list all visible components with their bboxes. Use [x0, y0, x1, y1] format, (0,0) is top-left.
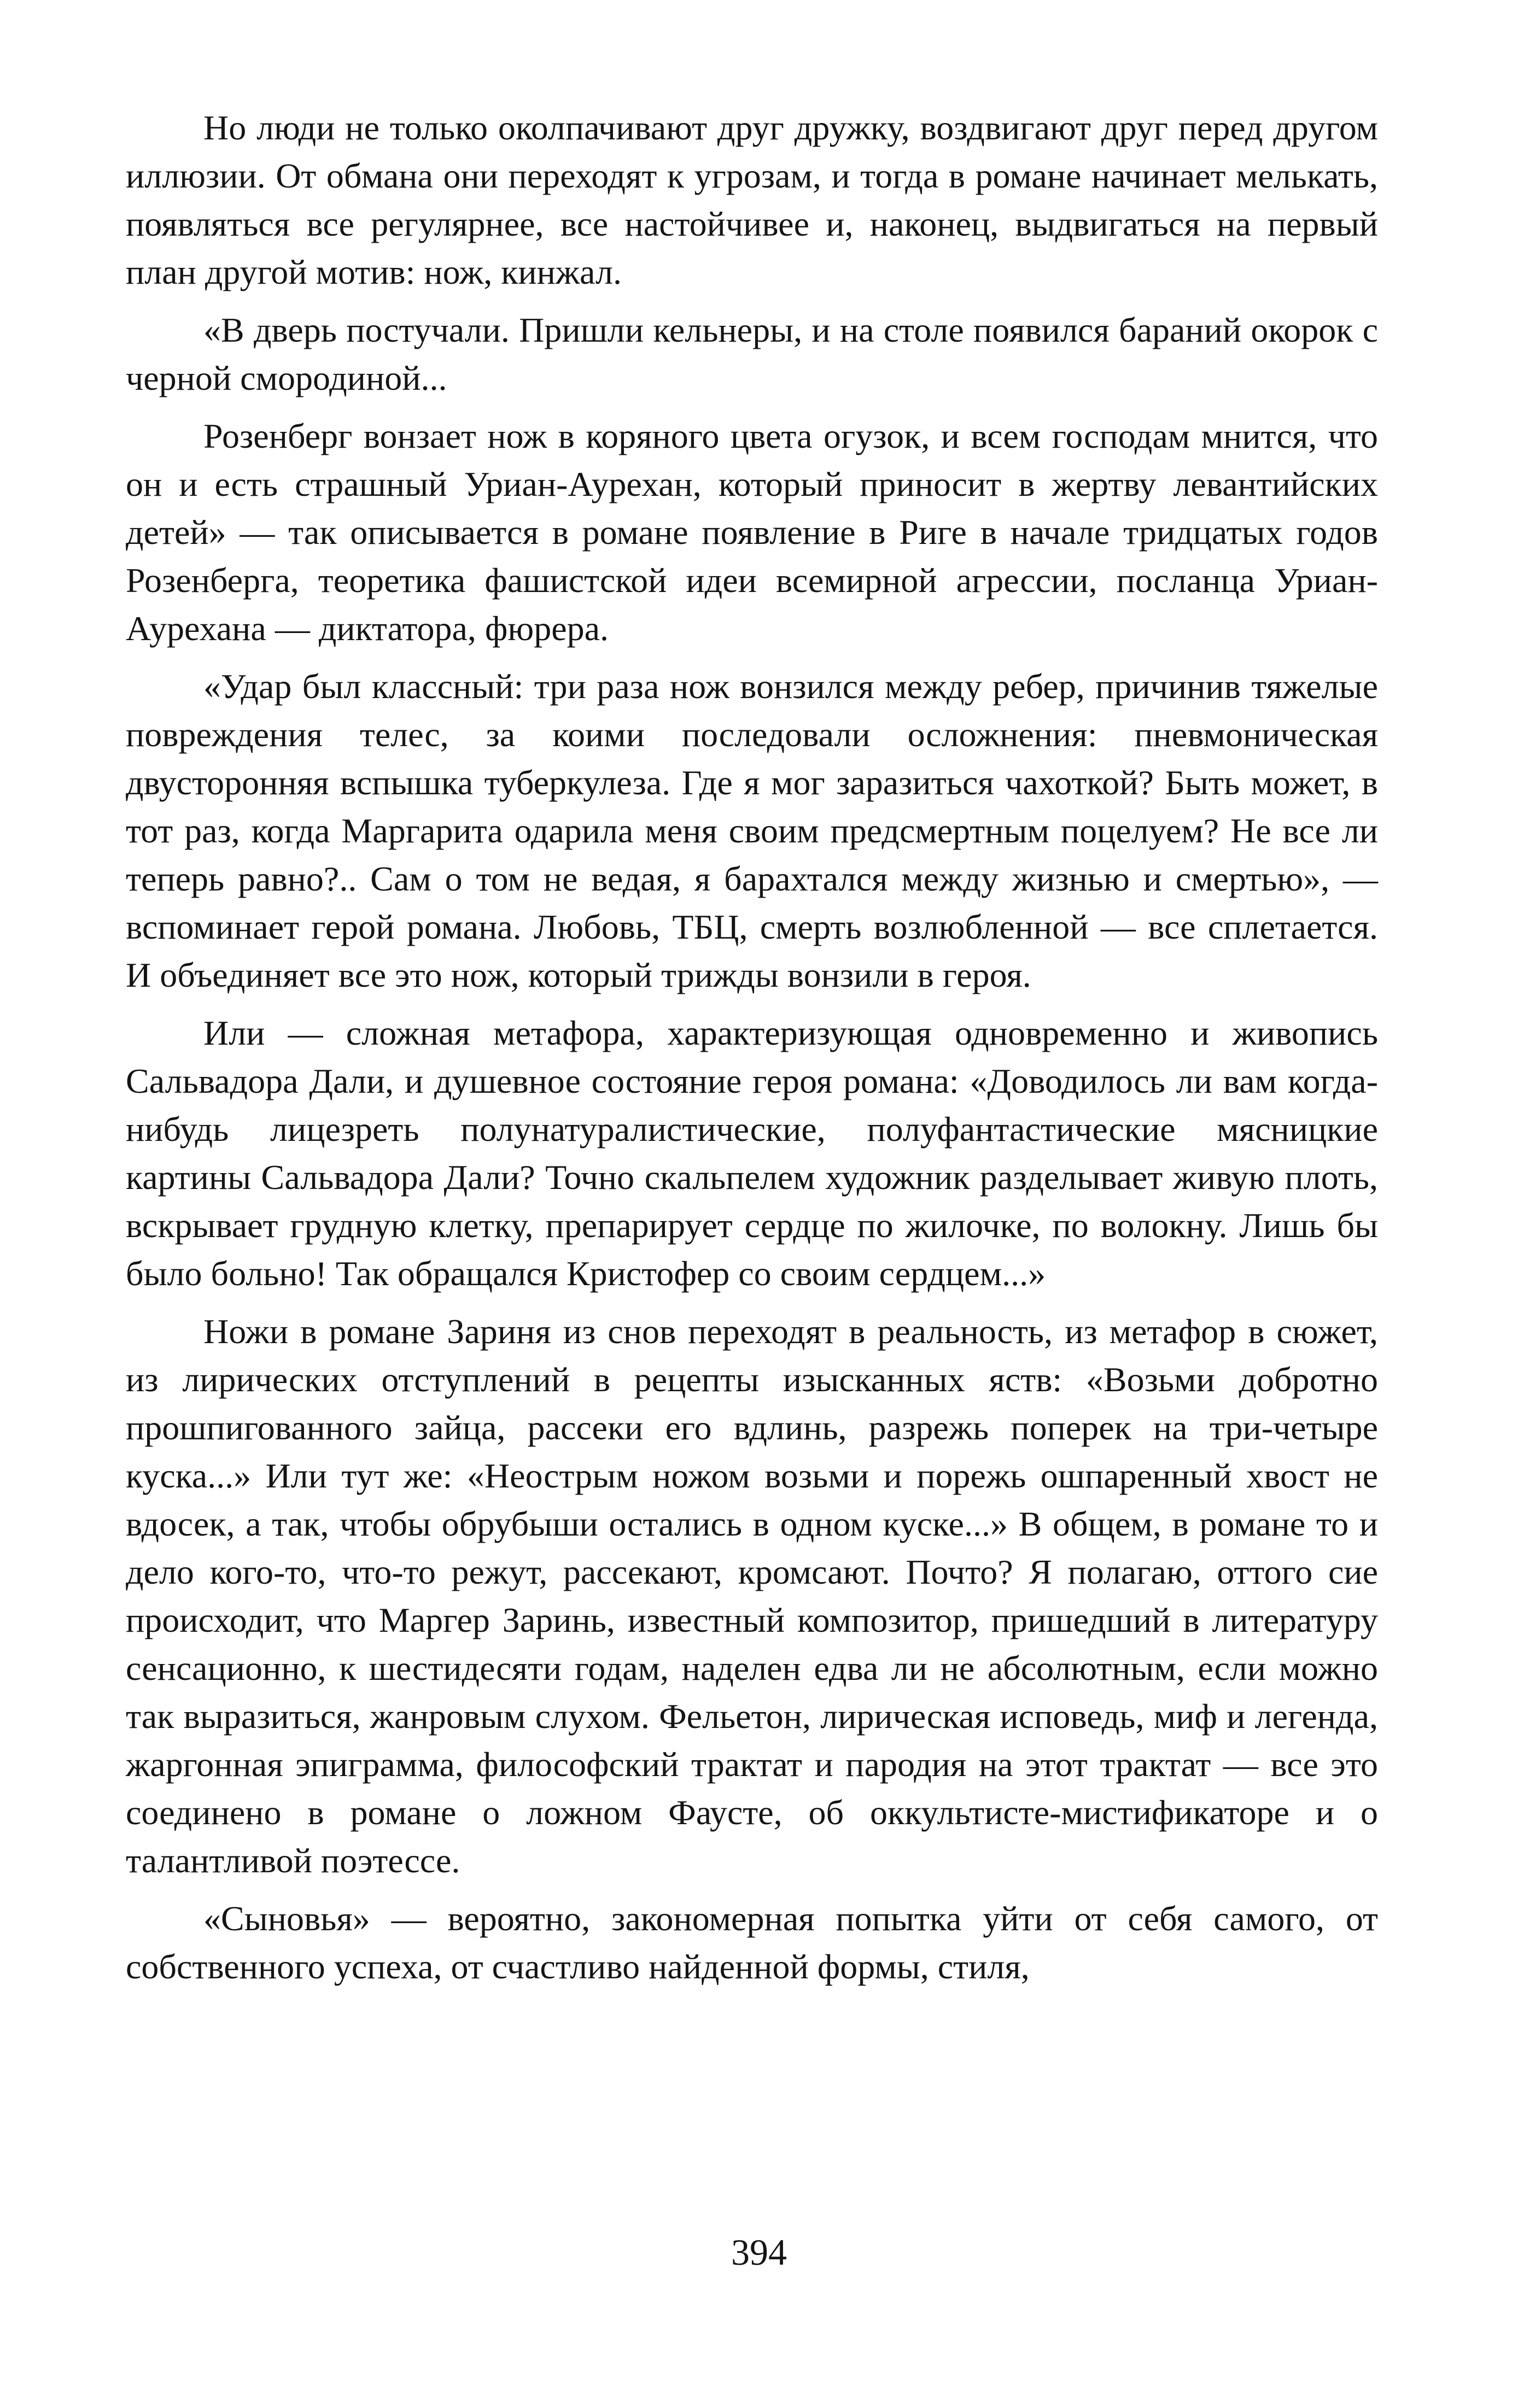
paragraph-7: «Сыновья» — вероятно, закономерная попытка уйти от себя самого, от собственного успеха, от счастливо найденной формы, стиля, [126, 1899, 1378, 1986]
paragraph-1: Но люди не только околпачивают друг дружку, воздвигают друг перед другом иллюзии. От обмана они переходят к угрозам, и тогда в романе начинает мелькать, появляться все регулярнее, все настойчивее и, наконец, выдвигаться на первый план другой мотив: нож, кинжал. [126, 108, 1378, 291]
paragraph-6: Ножи в романе Зариня из снов переходят в реальность, из метафор в сюжет, из лирических отступлений в рецепты изысканных яств: «Возьми добротно прошпигованного зайца, рассеки его вдлинь, разрежь поперек на три-четыре куска...» Или тут же: «Неострым ножом возьми и порежь ошпаренный хвост не вдосек, а так, чтобы обрубыши остались в одном куске...» В общем, в романе то и дело кого-то, что-то режут, рассекают, кромсают. Почто? Я полагаю, оттого сие происходит, что Маргер Заринь, известный композитор, пришедший в литературу сенсационно, к шестидесяти годам, наделен едва ли не абсолютным, если можно так выразиться, жанровым слухом. Фельетон, лирическая исповедь, миф и легенда, жаргонная эпиграмма, философский трактат и пародия на этот трактат — все это соединено в романе о ложном Фаусте, об оккультисте-мистификаторе и о талантливой поэтессе. [126, 1312, 1378, 1880]
page-number: 394 [731, 2231, 787, 2273]
paragraph-2: «В дверь постучали. Пришли кельнеры, и на столе появился бараний окорок с черной смородиной... [126, 310, 1378, 397]
paragraph-4: «Удар был классный: три раза нож вонзился между ребер, причинив тяжелые повреждения телес, за коими последовали осложнения: пневмоническая двусторонняя вспышка туберкулеза. Где я мог заразиться чахоткой? Быть может, в тот раз, когда Маргарита одарила меня своим предсмертным поцелуем? Не все ли теперь равно?.. Сам о том не ведая, я барахтался между жизнью и смертью», — вспоминает герой романа. Любовь, ТБЦ, смерть возлюбленной — все сплетается. И объединяет все это нож, который трижды вонзили в героя. [126, 667, 1378, 994]
paragraph-3: Розенберг вонзает нож в коряного цвета огузок, и всем господам мнится, что он и есть страшный Уриан-Аурехан, который приносит в жертву левантийских детей» — так описывается в романе появление в Риге в начале тридцатых годов Розенберга, теоретика фашистской идеи всемирной агрессии, посланца Уриан-Аурехана — диктатора, фюрера. [126, 417, 1378, 648]
body-text [126, 104, 1378, 2001]
paragraph-5: Или — сложная метафора, характеризующая одновременно и живопись Сальвадора Дали, и душевное состояние героя романа: «Доводилось ли вам когда-нибудь лицезреть полунатуралистические, полуфантастические мясницкие картины Сальвадора Дали? Точно скальпелем художник разделывает живую плоть, вскрывает грудную клетку, препарирует сердце по жилочке, по волокну. Лишь бы было больно! Так обращался Кристофер со своим сердцем...» [126, 1013, 1378, 1293]
